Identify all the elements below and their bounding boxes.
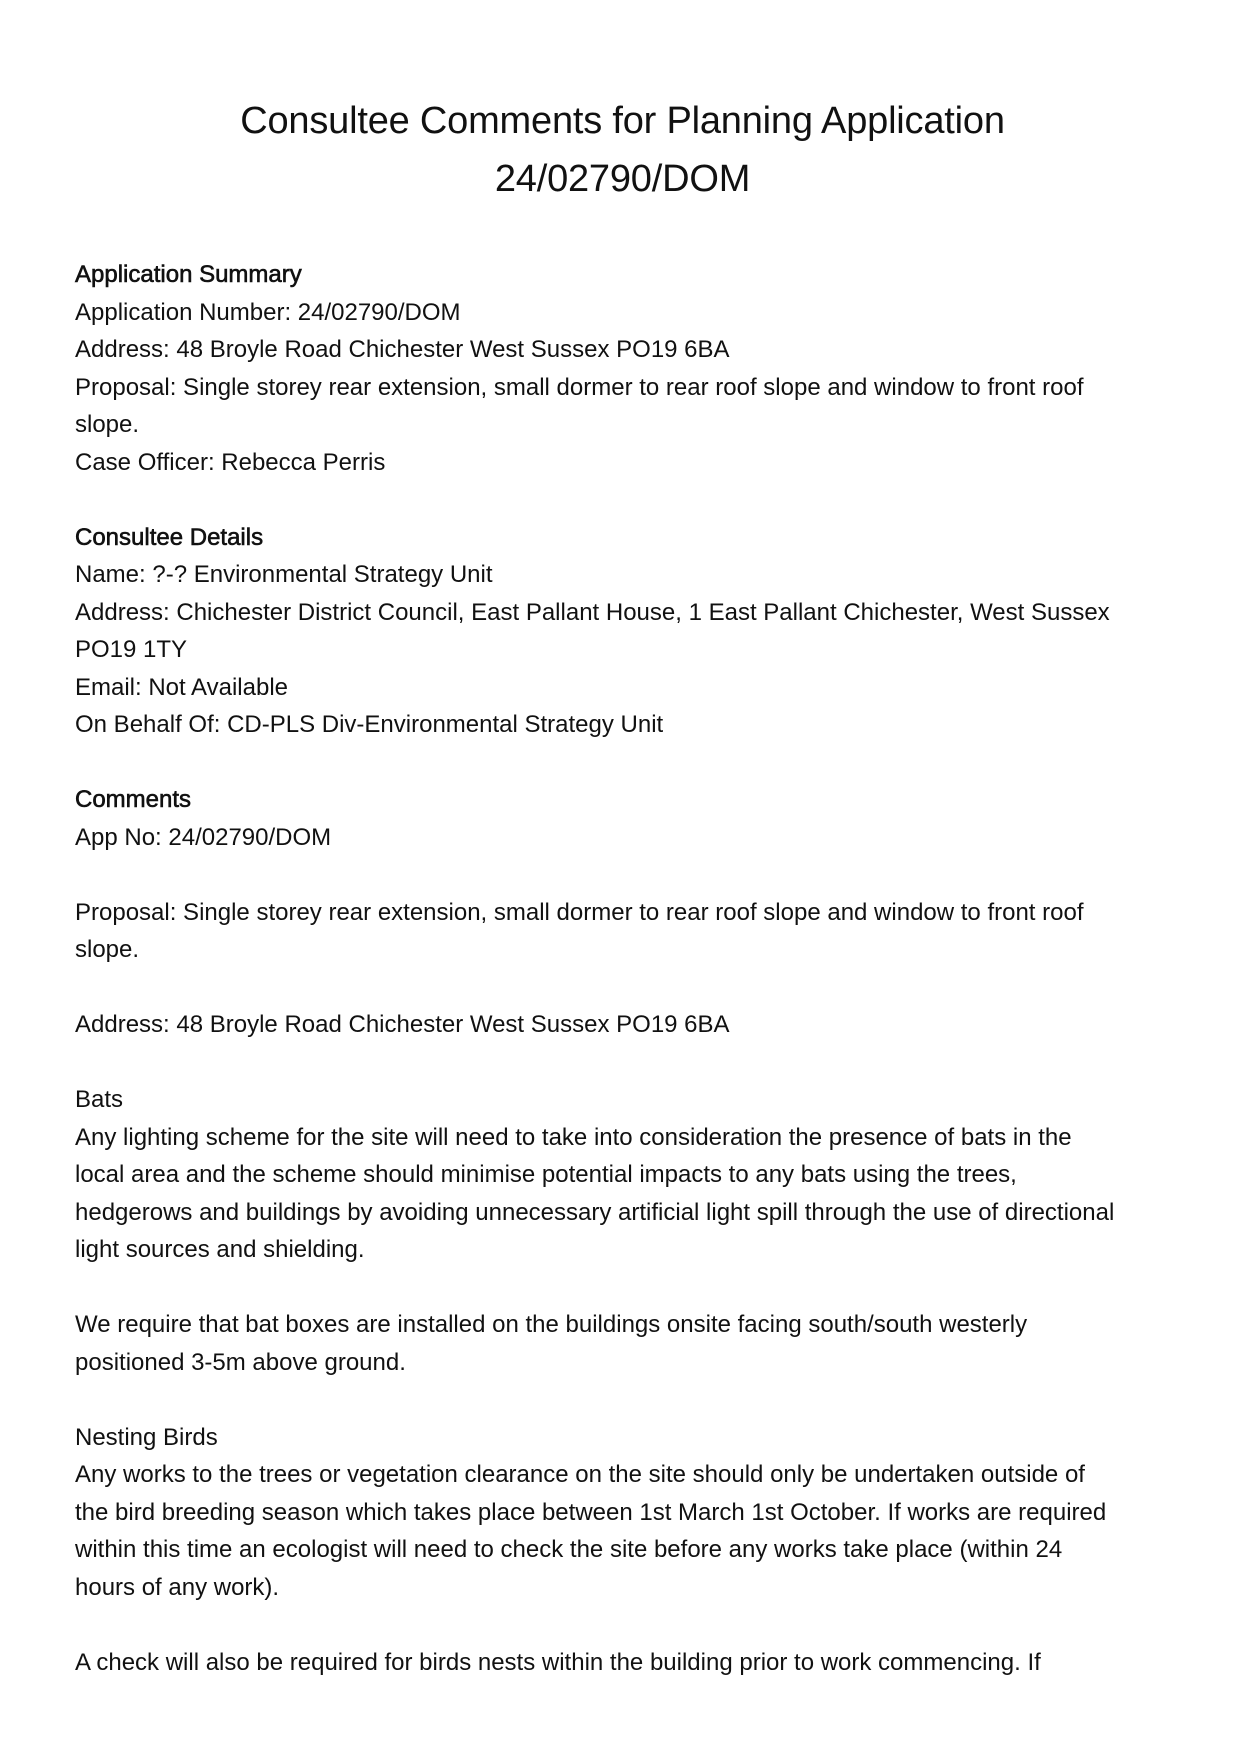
comments-proposal-line-1: Proposal: Single storey rear extension, small dormer to rear roof slope and window to front roof	[75, 898, 1084, 926]
nesting-birds-paragraph-line: Any works to the trees or vegetation clearance on the site should only be undertaken outside of	[75, 1461, 1085, 1488]
nesting-birds-paragraph-line: within this time an ecologist will need to check the site before any works take place (within 24	[75, 1536, 1063, 1563]
nesting-birds-heading: Nesting Birds	[75, 1423, 218, 1451]
document-title	[75, 92, 1170, 208]
bat-boxes-paragraph-line: positioned 3-5m above ground.	[75, 1348, 406, 1376]
spacer	[75, 481, 1170, 519]
title-line-2: 24/02790/DOM	[494, 158, 751, 200]
comments-address: Address: 48 Broyle Road Chichester West Sussex PO19 6BA	[75, 1011, 730, 1038]
comments-app-no: App No: 24/02790/DOM	[75, 823, 332, 851]
consultee-address-line-2: PO19 1TY	[75, 636, 188, 663]
application-number: Application Number: 24/02790/DOM	[75, 298, 461, 326]
consultee-address-line-1: Address: Chichester District Council, East Pallant House, 1 East Pallant Chichester, West Sussex	[75, 598, 1110, 626]
document-page	[75, 92, 1170, 1681]
application-summary-heading: Application Summary	[75, 261, 302, 288]
spacer	[75, 1269, 1170, 1307]
application-summary-section	[75, 256, 1170, 481]
case-officer: Case Officer: Rebecca Perris	[75, 448, 386, 476]
application-proposal-line-1: Proposal: Single storey rear extension, small dormer to rear roof slope and window to front roof	[75, 373, 1084, 401]
bats-heading: Bats	[75, 1086, 124, 1113]
comments-heading: Comments	[75, 786, 192, 813]
application-address: Address: 48 Broyle Road Chichester West Sussex PO19 6BA	[75, 336, 730, 363]
spacer	[75, 744, 1170, 782]
bats-paragraph-line: Any lighting scheme for the site will need to take into consideration the presence of bats in the	[75, 1123, 1072, 1151]
application-proposal-line-2: slope.	[75, 411, 140, 438]
spacer	[75, 856, 1170, 894]
consultee-email: Email: Not Available	[75, 673, 288, 701]
nesting-birds-paragraph-line: hours of any work).	[75, 1573, 280, 1601]
nesting-birds-paragraph-line: the bird breeding season which takes place between 1st March 1st October. If works are required	[75, 1498, 1107, 1526]
bats-paragraph-line: local area and the scheme should minimise potential impacts to any bats using the trees,	[75, 1161, 1017, 1188]
title-line-1: Consultee Comments for Planning Application	[240, 100, 1005, 142]
spacer	[75, 1044, 1170, 1082]
consultee-on-behalf-of: On Behalf Of: CD-PLS Div-Environmental Strategy Unit	[75, 711, 664, 738]
spacer	[75, 1381, 1170, 1419]
bats-paragraph-line: light sources and shielding.	[75, 1236, 365, 1263]
consultee-name: Name: ?-? Environmental Strategy Unit	[75, 561, 493, 588]
spacer	[75, 1606, 1170, 1644]
comments-proposal-line-2: slope.	[75, 936, 140, 963]
consultee-details-section	[75, 519, 1170, 744]
nest-check-paragraph-line: A check will also be required for birds nests within the building prior to work commencing. If	[75, 1648, 1041, 1676]
spacer	[75, 969, 1170, 1007]
bats-paragraph-line: hedgerows and buildings by avoiding unnecessary artificial light spill through the use of directional	[75, 1198, 1115, 1226]
comments-section	[75, 781, 1170, 1681]
bat-boxes-paragraph-line: We require that bat boxes are installed on the buildings onsite facing south/south westerly	[75, 1311, 1028, 1338]
consultee-details-heading: Consultee Details	[75, 523, 264, 551]
